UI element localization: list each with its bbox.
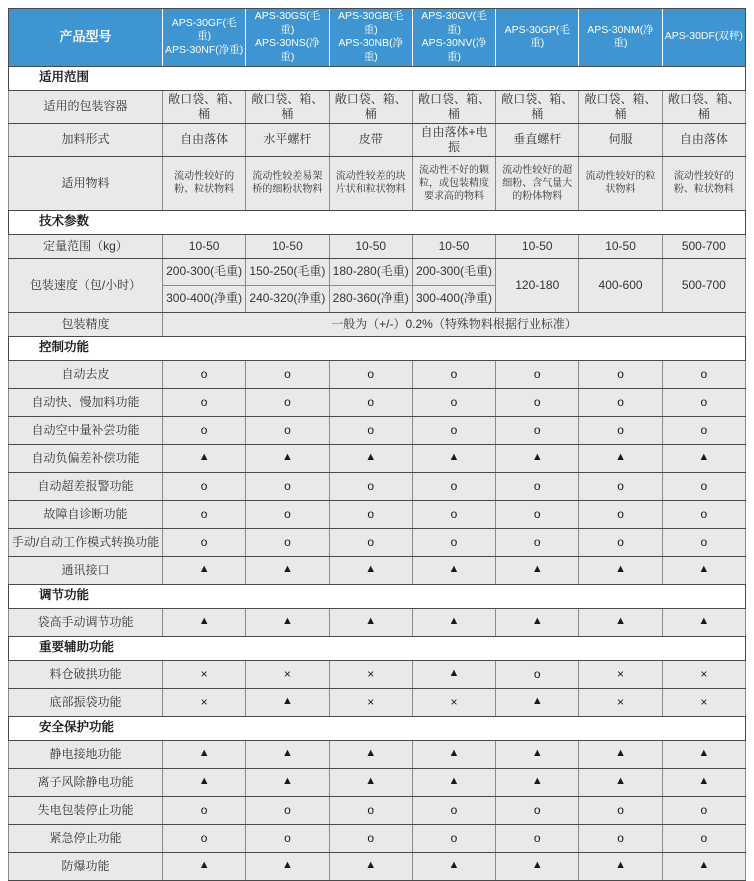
- row-label: 静电接地功能: [9, 740, 163, 768]
- symbol-cell: o: [496, 796, 579, 824]
- row-label: 底部振袋功能: [9, 688, 163, 716]
- symbol-cell: o: [662, 796, 745, 824]
- symbol-cell: ▲: [412, 768, 495, 796]
- symbol-cell: ▲: [163, 852, 246, 880]
- symbol-cell: ×: [163, 660, 246, 688]
- section-title: 重要辅助功能: [9, 636, 746, 660]
- product-spec-table: [8, 8, 746, 881]
- symbol-cell: o: [412, 824, 495, 852]
- table-row: [9, 824, 746, 852]
- symbol-cell: o: [163, 500, 246, 528]
- symbol-cell: ▲: [246, 444, 329, 472]
- symbol-cell: o: [246, 796, 329, 824]
- symbol-cell: ▲: [412, 608, 495, 636]
- value-cell: 流动性较差的块片状和粒状物料: [329, 156, 412, 210]
- row-label: 加料形式: [9, 123, 163, 156]
- row-label: 包装速度（包/小时）: [9, 258, 163, 312]
- symbol-cell: o: [579, 360, 662, 388]
- symbol-cell: o: [662, 388, 745, 416]
- model-name: APS-30GV(毛重): [421, 10, 487, 36]
- section-row: [9, 210, 746, 234]
- value-cell: 自由落体: [662, 123, 745, 156]
- symbol-cell: ▲: [579, 556, 662, 584]
- symbol-cell: ▲: [163, 740, 246, 768]
- value-cell: 240-320(净重): [246, 285, 329, 312]
- section-row: [9, 716, 746, 740]
- section-title: 控制功能: [9, 336, 746, 360]
- symbol-cell: ▲: [579, 852, 662, 880]
- symbol-cell: ▲: [412, 740, 495, 768]
- section-title: 技术参数: [9, 210, 746, 234]
- row-label: 适用物料: [9, 156, 163, 210]
- value-cell: 皮带: [329, 123, 412, 156]
- model-name: APS-30GB(毛重): [338, 10, 404, 36]
- model-column-header: [579, 9, 662, 67]
- symbol-cell: ▲: [579, 608, 662, 636]
- symbol-cell: ▲: [579, 768, 662, 796]
- row-label: 自动去皮: [9, 360, 163, 388]
- symbol-cell: ▲: [662, 608, 745, 636]
- symbol-cell: ▲: [579, 740, 662, 768]
- value-cell: 200-300(毛重): [163, 258, 246, 285]
- symbol-cell: o: [329, 500, 412, 528]
- symbol-cell: o: [163, 360, 246, 388]
- table-row: [9, 608, 746, 636]
- value-cell: 10-50: [496, 234, 579, 258]
- table-row: [9, 258, 746, 285]
- value-cell: 120-180: [496, 258, 579, 312]
- value-cell: 流动性较好的超细粉、含气量大的粉体物料: [496, 156, 579, 210]
- value-cell: 敞口袋、箱、桶: [329, 90, 412, 123]
- row-label: 自动空中量补尝功能: [9, 416, 163, 444]
- row-label: 自动负偏差补偿功能: [9, 444, 163, 472]
- symbol-cell: ×: [579, 660, 662, 688]
- model-name: APS-30NF(净重): [165, 44, 244, 57]
- table-row: [9, 660, 746, 688]
- symbol-cell: o: [412, 528, 495, 556]
- symbol-cell: ▲: [246, 740, 329, 768]
- table-row: [9, 768, 746, 796]
- table-row: [9, 472, 746, 500]
- symbol-cell: o: [662, 416, 745, 444]
- value-cell: 水平螺杆: [246, 123, 329, 156]
- symbol-cell: o: [412, 416, 495, 444]
- table-row: [9, 388, 746, 416]
- section-title: 调节功能: [9, 584, 746, 608]
- symbol-cell: ▲: [496, 556, 579, 584]
- table-row: [9, 234, 746, 258]
- symbol-cell: ×: [329, 688, 412, 716]
- symbol-cell: o: [246, 528, 329, 556]
- model-name: APS-30GP(毛重): [504, 23, 570, 50]
- value-cell: 10-50: [329, 234, 412, 258]
- value-cell: 流动性较好的粉、粒状物料: [163, 156, 246, 210]
- symbol-cell: o: [412, 796, 495, 824]
- table-row: [9, 528, 746, 556]
- section-title: 适用范围: [9, 66, 746, 90]
- symbol-cell: o: [496, 388, 579, 416]
- table-row: [9, 852, 746, 880]
- value-cell: 敞口袋、箱、桶: [163, 90, 246, 123]
- table-row: [9, 312, 746, 336]
- symbol-cell: ▲: [163, 556, 246, 584]
- symbol-cell: ▲: [496, 740, 579, 768]
- symbol-cell: o: [246, 824, 329, 852]
- symbol-cell: o: [246, 416, 329, 444]
- table-row: [9, 500, 746, 528]
- section-row: [9, 636, 746, 660]
- symbol-cell: o: [412, 388, 495, 416]
- row-label: 料仓破拱功能: [9, 660, 163, 688]
- symbol-cell: o: [246, 472, 329, 500]
- symbol-cell: o: [579, 528, 662, 556]
- value-cell: 500-700: [662, 234, 745, 258]
- symbol-cell: ▲: [329, 608, 412, 636]
- table-header-row: [9, 9, 746, 67]
- symbol-cell: o: [163, 416, 246, 444]
- table-row: [9, 556, 746, 584]
- value-cell: 10-50: [163, 234, 246, 258]
- model-name: APS-30DF(双秤): [664, 30, 743, 43]
- symbol-cell: o: [579, 388, 662, 416]
- value-cell: 280-360(净重): [329, 285, 412, 312]
- model-name: APS-30NV(净重): [421, 37, 487, 63]
- symbol-cell: ▲: [163, 608, 246, 636]
- table-row: [9, 360, 746, 388]
- value-cell: 自由落体: [163, 123, 246, 156]
- symbol-cell: ▲: [329, 556, 412, 584]
- symbol-cell: o: [496, 500, 579, 528]
- symbol-cell: ▲: [412, 444, 495, 472]
- symbol-cell: o: [496, 528, 579, 556]
- model-name: APS-30NM(净重): [587, 23, 654, 50]
- symbol-cell: o: [329, 388, 412, 416]
- symbol-cell: o: [246, 388, 329, 416]
- symbol-cell: ▲: [496, 444, 579, 472]
- value-cell: 流动性较差易架桥的细粉状物料: [246, 156, 329, 210]
- model-name: APS-30NB(净重): [338, 37, 404, 63]
- model-column-header: [246, 9, 329, 67]
- section-row: [9, 584, 746, 608]
- symbol-cell: o: [662, 500, 745, 528]
- value-cell: 200-300(毛重): [412, 258, 495, 285]
- row-label: 自动快、慢加料功能: [9, 388, 163, 416]
- value-cell: 敞口袋、箱、桶: [579, 90, 662, 123]
- row-label: 紧急停止功能: [9, 824, 163, 852]
- value-cell: 自由落体+电振: [412, 123, 495, 156]
- table-row: [9, 416, 746, 444]
- symbol-cell: ▲: [163, 444, 246, 472]
- symbol-cell: ▲: [246, 688, 329, 716]
- value-cell: 300-400(净重): [412, 285, 495, 312]
- value-cell: 500-700: [662, 258, 745, 312]
- symbol-cell: o: [579, 824, 662, 852]
- row-label: 通讯接口: [9, 556, 163, 584]
- row-label: 定量范围（kg）: [9, 234, 163, 258]
- symbol-cell: o: [163, 528, 246, 556]
- section-row: [9, 66, 746, 90]
- symbol-cell: o: [329, 360, 412, 388]
- model-column-header: [163, 9, 246, 67]
- value-cell: 300-400(净重): [163, 285, 246, 312]
- symbol-cell: o: [579, 472, 662, 500]
- symbol-cell: o: [412, 500, 495, 528]
- model-column-header: [412, 9, 495, 67]
- symbol-cell: ×: [246, 660, 329, 688]
- symbol-cell: o: [662, 360, 745, 388]
- symbol-cell: o: [412, 472, 495, 500]
- symbol-cell: o: [329, 824, 412, 852]
- value-cell: 伺服: [579, 123, 662, 156]
- symbol-cell: o: [329, 796, 412, 824]
- symbol-cell: ▲: [329, 740, 412, 768]
- row-label: 适用的包装容器: [9, 90, 163, 123]
- symbol-cell: o: [329, 472, 412, 500]
- table-row: [9, 444, 746, 472]
- symbol-cell: o: [163, 824, 246, 852]
- symbol-cell: ×: [662, 688, 745, 716]
- symbol-cell: ▲: [412, 852, 495, 880]
- symbol-cell: o: [496, 660, 579, 688]
- table-row: [9, 688, 746, 716]
- symbol-cell: ▲: [246, 556, 329, 584]
- row-label: 离子风除静电功能: [9, 768, 163, 796]
- value-cell: 流动性较好的粒状物料: [579, 156, 662, 210]
- symbol-cell: o: [662, 472, 745, 500]
- symbol-cell: o: [163, 796, 246, 824]
- row-label: 袋高手动调节功能: [9, 608, 163, 636]
- symbol-cell: ▲: [662, 852, 745, 880]
- symbol-cell: o: [579, 416, 662, 444]
- symbol-cell: o: [662, 528, 745, 556]
- value-cell: 敞口袋、箱、桶: [496, 90, 579, 123]
- symbol-cell: ▲: [662, 444, 745, 472]
- row-label: 自动超差报警功能: [9, 472, 163, 500]
- value-cell: 流动性较好的粉、粒状物料: [662, 156, 745, 210]
- table-row: [9, 796, 746, 824]
- symbol-cell: ▲: [329, 852, 412, 880]
- symbol-cell: ▲: [412, 556, 495, 584]
- table-row: [9, 123, 746, 156]
- symbol-cell: o: [496, 416, 579, 444]
- symbol-cell: ▲: [662, 556, 745, 584]
- value-cell: 敞口袋、箱、桶: [662, 90, 745, 123]
- symbol-cell: o: [579, 500, 662, 528]
- value-cell: 10-50: [246, 234, 329, 258]
- product-model-header: 产品型号: [9, 9, 163, 67]
- section-row: [9, 336, 746, 360]
- symbol-cell: ▲: [579, 444, 662, 472]
- symbol-cell: ▲: [163, 768, 246, 796]
- symbol-cell: ×: [412, 688, 495, 716]
- value-cell: 400-600: [579, 258, 662, 312]
- symbol-cell: ×: [579, 688, 662, 716]
- symbol-cell: o: [496, 360, 579, 388]
- symbol-cell: ▲: [662, 768, 745, 796]
- symbol-cell: ×: [163, 688, 246, 716]
- symbol-cell: ×: [329, 660, 412, 688]
- model-column-header: [496, 9, 579, 67]
- value-cell: 150-250(毛重): [246, 258, 329, 285]
- symbol-cell: o: [412, 360, 495, 388]
- symbol-cell: ▲: [496, 768, 579, 796]
- model-name: APS-30GF(毛重): [171, 16, 237, 43]
- symbol-cell: ▲: [246, 608, 329, 636]
- row-label: 失电包装停止功能: [9, 796, 163, 824]
- table-row: [9, 156, 746, 210]
- value-cell: 10-50: [579, 234, 662, 258]
- row-label: 手动/自动工作模式转换功能: [9, 528, 163, 556]
- table-header: [9, 9, 746, 67]
- symbol-cell: o: [163, 388, 246, 416]
- symbol-cell: ▲: [412, 660, 495, 688]
- symbol-cell: o: [662, 824, 745, 852]
- symbol-cell: o: [496, 824, 579, 852]
- value-cell: 敞口袋、箱、桶: [246, 90, 329, 123]
- symbol-cell: o: [496, 472, 579, 500]
- model-name: APS-30GS(毛重): [254, 10, 321, 36]
- row-label: 包装精度: [9, 312, 163, 336]
- symbol-cell: o: [329, 528, 412, 556]
- value-cell: 垂直螺杆: [496, 123, 579, 156]
- symbol-cell: ▲: [246, 768, 329, 796]
- table-row: [9, 90, 746, 123]
- symbol-cell: ▲: [329, 444, 412, 472]
- value-cell: 10-50: [412, 234, 495, 258]
- row-label: 防爆功能: [9, 852, 163, 880]
- symbol-cell: o: [246, 360, 329, 388]
- value-cell: 敞口袋、箱、桶: [412, 90, 495, 123]
- table-body: [9, 66, 746, 880]
- symbol-cell: o: [579, 796, 662, 824]
- symbol-cell: ▲: [496, 608, 579, 636]
- model-name: APS-30NS(净重): [255, 37, 320, 63]
- symbol-cell: ×: [662, 660, 745, 688]
- symbol-cell: o: [246, 500, 329, 528]
- symbol-cell: ▲: [496, 852, 579, 880]
- symbol-cell: ▲: [662, 740, 745, 768]
- symbol-cell: ▲: [246, 852, 329, 880]
- symbol-cell: ▲: [329, 768, 412, 796]
- symbol-cell: o: [329, 416, 412, 444]
- section-title: 安全保护功能: [9, 716, 746, 740]
- row-label: 故障自诊断功能: [9, 500, 163, 528]
- table-row: [9, 740, 746, 768]
- model-column-header: [329, 9, 412, 67]
- model-column-header: [662, 9, 745, 67]
- symbol-cell: ▲: [496, 688, 579, 716]
- value-cell: 180-280(毛重): [329, 258, 412, 285]
- value-cell: 一般为（+/-）0.2%（特殊物料根据行业标准）: [163, 312, 746, 336]
- value-cell: 流动性不好的颗粒，或包装精度要求高的物料: [412, 156, 495, 210]
- symbol-cell: o: [163, 472, 246, 500]
